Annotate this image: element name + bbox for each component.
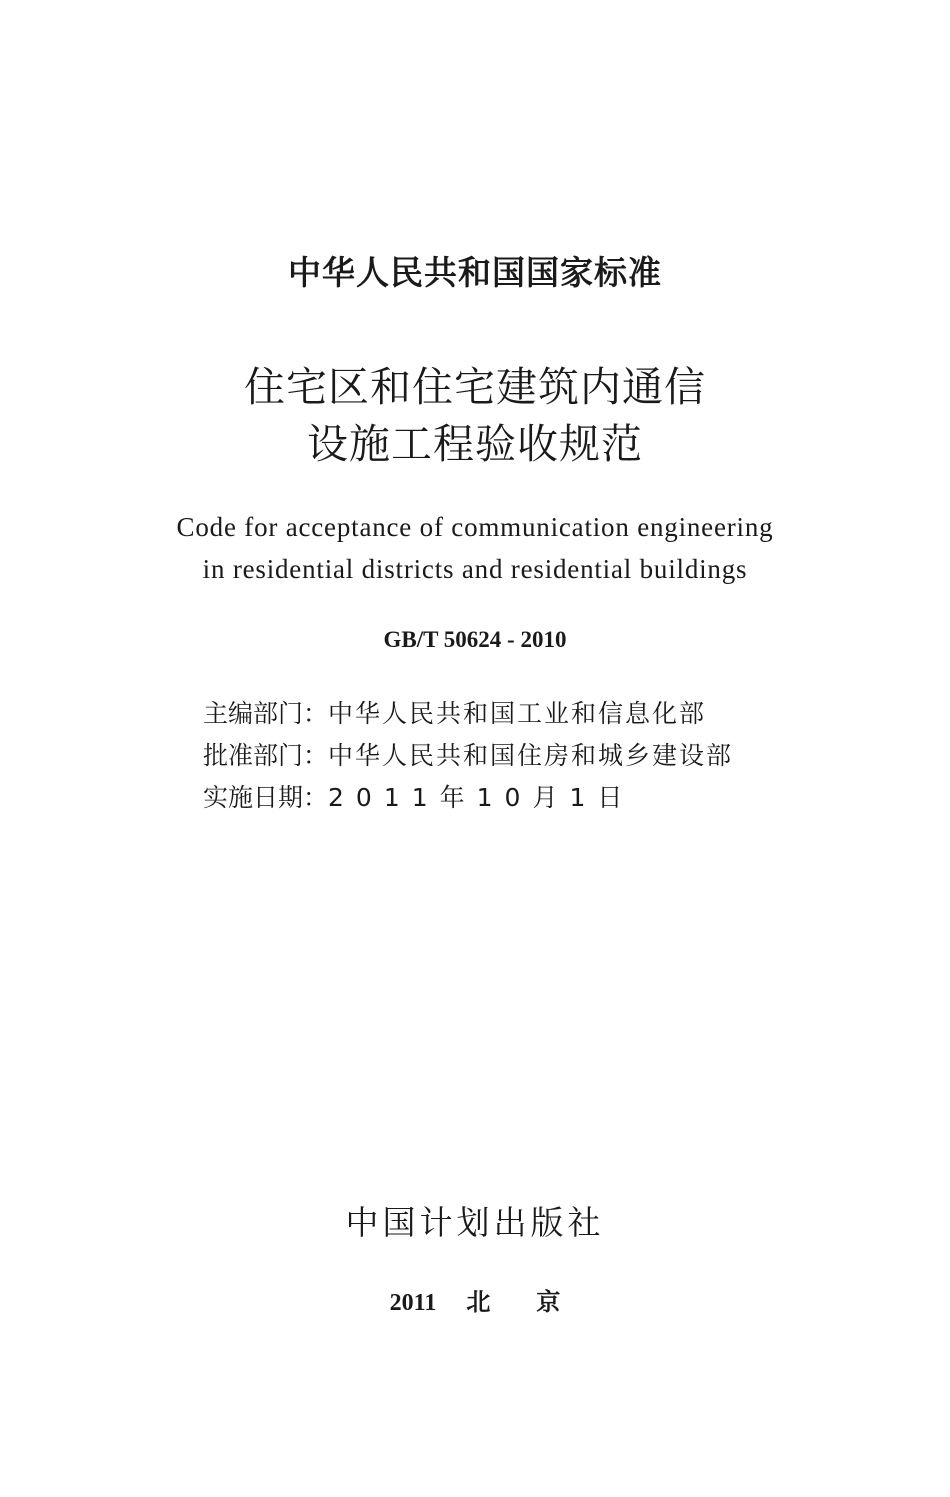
- editor-label: 主编部门：: [203, 699, 329, 728]
- approver-value: 中华人民共和国住房和城乡建设部: [328, 741, 734, 770]
- date-label: 实施日期：: [203, 783, 329, 812]
- editor-row: [203, 693, 823, 735]
- date-value: 2011年10月1日: [328, 783, 635, 812]
- en-title-line-1: Code for acceptance of communication engineering: [176, 512, 774, 542]
- date-row: [203, 777, 823, 819]
- editor-value: 中华人民共和国工业和信息化部: [328, 699, 707, 728]
- publication-city-char-1: 北: [466, 1290, 491, 1316]
- standard-type: 中华人民共和国国家标准: [288, 253, 662, 292]
- approver-label: 批准部门：: [203, 741, 329, 770]
- cn-title-line-1: 住宅区和住宅建筑内通信: [244, 363, 706, 411]
- cn-title-line-2: 设施工程验收规范: [307, 420, 643, 468]
- publisher-name: 中国计划出版社: [345, 1203, 605, 1242]
- publication-city-char-2: 京: [536, 1290, 561, 1316]
- info-block: [203, 693, 823, 819]
- standard-number: GB/T 50624 - 2010: [383, 627, 567, 652]
- publication-year: 2011: [389, 1290, 437, 1316]
- en-title-line-2: in residential districts and residential buildings: [202, 554, 748, 584]
- publication-year-city: [0, 1285, 950, 1321]
- approver-row: [203, 735, 823, 777]
